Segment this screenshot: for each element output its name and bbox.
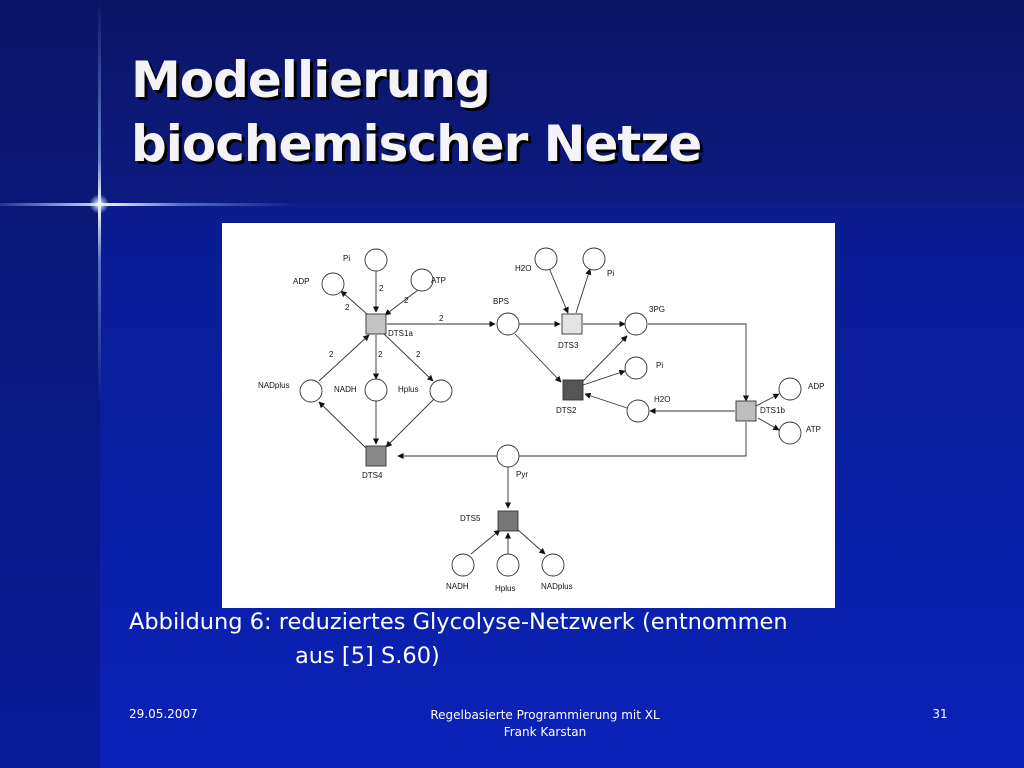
place-pi-top [365,249,387,271]
transition-dts1a [366,314,386,334]
place-atp-left [411,269,433,291]
transition-dts1b [736,401,756,421]
arc-nadplus-dts1a [319,335,369,381]
places [300,248,801,576]
label-dts4: DTS4 [362,471,383,480]
light-flare-horizontal [0,203,300,206]
weight-nadplus-dts1a: 2 [329,350,334,359]
label-3pg: 3PG [649,305,666,314]
weight-dts1a-bps: 2 [439,314,444,323]
left-band [0,0,100,768]
arc-h2o-dts3 [549,268,568,313]
label-dts3: DTS3 [558,341,579,350]
label-pi-right-top: Pi [607,269,615,278]
page-number: 31 [932,707,948,721]
label-dts1a: DTS1a [388,329,413,338]
arc-dts1b-dts4 [398,422,746,456]
label-atp-left: ATP [431,276,446,285]
arc-dts1b-atp [758,418,779,430]
title-line-2: biochemischer Netze [131,115,702,173]
place-nadh-left [365,379,387,401]
label-pi-top: Pi [343,254,351,263]
arc-dts5-nadplus [517,529,545,554]
caption-line-2: aus [5] S.60) [295,643,440,669]
arc-adp-dts1b [756,394,779,406]
label-h2o-mid: H2O [654,395,671,404]
place-nadplus-left [300,380,322,402]
arcs [319,268,779,554]
arc-dts4-nadplus [319,402,366,448]
arc-hplus-dts4 [386,399,434,447]
label-dts5: DTS5 [460,514,481,523]
arc-h2o-dts2 [585,394,627,408]
place-h2o-mid [627,400,649,422]
slide-title [131,48,991,176]
arc-dts1a-hplus [383,333,433,381]
weight-pi-dts1a: 2 [379,284,384,293]
footer-title: Regelbasierte Programmierung mit XL [430,708,660,722]
transition-dts3 [562,314,582,334]
label-adp-right: ADP [808,382,825,391]
label-nadplus-left: NADplus [258,381,290,390]
transition-dts5 [498,511,518,531]
place-atp-right [779,422,801,444]
caption-line-1: Abbildung 6: reduziertes Glycolyse-Netzwerk (entnommen [129,609,788,635]
label-hplus-left: Hplus [398,385,419,394]
label-adp-left: ADP [293,277,310,286]
label-dts2: DTS2 [556,406,577,415]
footer-date: 29.05.2007 [129,707,198,721]
figure-caption [129,605,889,673]
place-nadplus-bottom [542,554,564,576]
weight-dts1a-nadh: 2 [378,350,383,359]
title-line-1: Modellierung [131,51,490,109]
weight-atp-dts1a: 2 [404,296,409,305]
place-3pg [625,313,647,335]
place-adp-right [779,378,801,400]
arc-dts2-pi [583,371,625,385]
petri-net-figure [222,223,835,608]
label-h2o-top: H2O [515,264,532,273]
label-nadh-bottom: NADH [446,582,469,591]
light-flare-center [89,194,109,214]
arc-dts3-pi [576,269,590,313]
place-bps [497,313,519,335]
footer-author: Frank Karstan [503,725,587,739]
place-h2o-top [535,248,557,270]
transition-labels [362,329,785,523]
place-adp-left [322,273,344,295]
place-pi-mid [625,357,647,379]
label-nadh-left: NADH [334,385,357,394]
weight-dts1a-adp: 2 [345,303,350,312]
transition-dts2 [563,380,583,400]
label-pi-mid: Pi [656,361,664,370]
label-hplus-bottom: Hplus [495,584,516,593]
place-labels [258,254,824,593]
place-nadh-bottom [452,554,474,576]
place-hplus-bottom [497,554,519,576]
footer-center [400,707,690,741]
arc-dts2-3pg [583,336,627,381]
label-nadplus-bottom: NADplus [541,582,573,591]
place-pyr [497,445,519,467]
transition-dts4 [366,446,386,466]
label-dts1b: DTS1b [760,406,785,415]
place-pi-right-top [583,248,605,270]
arc-bps-dts2 [515,334,561,382]
weight-dts1a-hplus: 2 [416,350,421,359]
place-hplus-left [430,380,452,402]
label-pyr: Pyr [516,470,528,479]
arc-nadh-dts5 [471,530,500,554]
label-bps: BPS [493,297,510,306]
petri-net-diagram [222,223,835,608]
label-atp-right: ATP [806,425,821,434]
